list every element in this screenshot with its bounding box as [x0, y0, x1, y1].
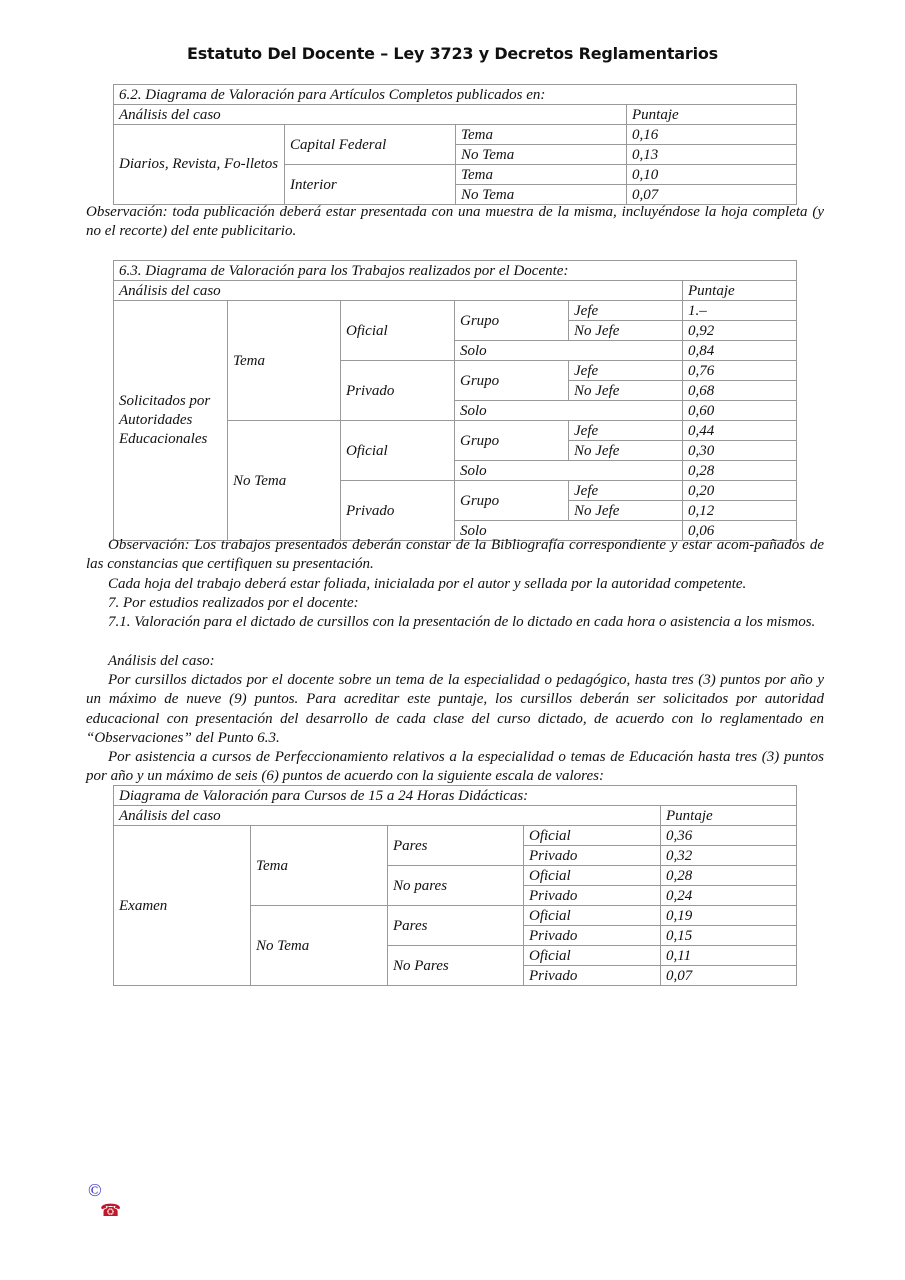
analisis-caso-label: Análisis del caso:	[108, 653, 215, 669]
tema-cell: Tema	[456, 125, 627, 145]
value-cell: 0,84	[683, 341, 797, 361]
oficial-cell: Oficial	[524, 946, 661, 966]
value-cell: 0,30	[683, 441, 797, 461]
value-cell: 0,15	[661, 926, 797, 946]
value-cell: 0,19	[661, 906, 797, 926]
privado-cell: Privado	[341, 361, 455, 421]
value-cell: 1.–	[683, 301, 797, 321]
category-cell: Diarios, Revista, Fo-lletos	[114, 125, 285, 205]
puntaje-header: Puntaje	[627, 105, 797, 125]
value-cell: 0,32	[661, 846, 797, 866]
no-jefe-cell: No Jefe	[569, 501, 683, 521]
privado-cell: Privado	[524, 966, 661, 986]
table-title: 6.2. Diagrama de Valoración para Artículos Completos publicados en:	[114, 85, 797, 105]
value-cell: 0,07	[627, 185, 797, 205]
table-6-2	[113, 84, 797, 205]
phone-icon: ☎	[100, 1201, 122, 1220]
oficial-cell: Oficial	[524, 906, 661, 926]
solo-cell: Solo	[455, 461, 683, 481]
value-cell: 0,60	[683, 401, 797, 421]
privado-cell: Privado	[524, 926, 661, 946]
grupo-cell: Grupo	[455, 481, 569, 521]
privado-cell: Privado	[524, 886, 661, 906]
solo-cell: Solo	[455, 401, 683, 421]
value-cell: 0,68	[683, 381, 797, 401]
value-cell: 0,76	[683, 361, 797, 381]
value-cell: 0,36	[661, 826, 797, 846]
table-cursos	[113, 785, 797, 986]
tema-cell: Tema	[228, 301, 341, 421]
no-tema-cell: No Tema	[456, 145, 627, 165]
copyright-icon: ©	[88, 1180, 102, 1200]
puntaje-header: Puntaje	[683, 281, 797, 301]
table-6-3	[113, 260, 797, 541]
solo-cell: Solo	[455, 341, 683, 361]
no-tema-cell: No Tema	[228, 421, 341, 541]
value-cell: 0,07	[661, 966, 797, 986]
jefe-cell: Jefe	[569, 301, 683, 321]
oficial-cell: Oficial	[524, 866, 661, 886]
analisis-header: Análisis del caso	[114, 806, 661, 826]
privado-cell: Privado	[341, 481, 455, 541]
value-cell: 0,13	[627, 145, 797, 165]
value-cell: 0,20	[683, 481, 797, 501]
no-jefe-cell: No Jefe	[569, 321, 683, 341]
no-tema-cell: No Tema	[456, 185, 627, 205]
analisis-header: Análisis del caso	[114, 281, 683, 301]
no-pares-cell: No Pares	[388, 946, 524, 986]
jefe-cell: Jefe	[569, 421, 683, 441]
value-cell: 0,24	[661, 886, 797, 906]
value-cell: 0,92	[683, 321, 797, 341]
observacion-6-3-hoja: Cada hoja del trabajo deberá estar foliada, inicialada por el autor y sellada por la autoridad competente.	[108, 576, 747, 592]
value-cell: 0,12	[683, 501, 797, 521]
privado-cell: Privado	[524, 846, 661, 866]
no-tema-cell: No Tema	[251, 906, 388, 986]
value-cell: 0,06	[683, 521, 797, 541]
category-cell: Examen	[114, 826, 251, 986]
table-title: 6.3. Diagrama de Valoración para los Trabajos realizados por el Docente:	[114, 261, 797, 281]
grupo-cell: Grupo	[455, 301, 569, 341]
value-cell: 0,28	[683, 461, 797, 481]
oficial-cell: Oficial	[341, 421, 455, 481]
table-title: Diagrama de Valoración para Cursos de 15 a 24 Horas Didácticas:	[114, 786, 797, 806]
cursillos-paragraph: Por cursillos dictados por el docente sobre un tema de la especialidad o pedagógico, hasta tres (3) puntos por año y un máximo de nueve (9) puntos. Para acreditar este puntaje, los cursillos deberán ser solicitados por autoridad educacional con presentación del desarrollo de cada clase del curso dictado, de acuerdo con lo reglamentado en “Observaciones” del Punto 6.3.	[86, 672, 824, 746]
no-pares-cell: No pares	[388, 866, 524, 906]
value-cell: 0,44	[683, 421, 797, 441]
observacion-6-2: Observación: toda publicación deberá estar presentada con una muestra de la misma, incluyéndose la hoja completa (y no el recorte) del ente publicitario.	[86, 204, 824, 240]
grupo-cell: Grupo	[455, 361, 569, 401]
value-cell: 0,10	[627, 165, 797, 185]
category-cell: Solicitados por Autoridades Educacionales	[114, 301, 228, 541]
tema-cell: Tema	[251, 826, 388, 906]
grupo-cell: Grupo	[455, 421, 569, 461]
interior-cell: Interior	[285, 165, 456, 205]
asistencia-paragraph: Por asistencia a cursos de Perfeccionamiento relativos a la especialidad o temas de Educación hasta tres (3) puntos por año y un máximo de seis (6) puntos de acuerdo con la siguiente escala de valores:	[86, 749, 824, 785]
puntaje-header: Puntaje	[661, 806, 797, 826]
oficial-cell: Oficial	[341, 301, 455, 361]
jefe-cell: Jefe	[569, 361, 683, 381]
page-header: Estatuto Del Docente – Ley 3723 y Decretos Reglamentarios	[187, 44, 718, 63]
pares-cell: Pares	[388, 906, 524, 946]
no-jefe-cell: No Jefe	[569, 381, 683, 401]
section-7-heading: 7. Por estudios realizados por el docente:	[108, 595, 359, 611]
jefe-cell: Jefe	[569, 481, 683, 501]
observacion-6-3: Observación: Los trabajos presentados deberán constar de la Bibliografía correspondiente y estar acom-pañados de las constancias que certifiquen su presentación.	[86, 537, 824, 573]
tema-cell: Tema	[456, 165, 627, 185]
oficial-cell: Oficial	[524, 826, 661, 846]
section-7-1: 7.1. Valoración para el dictado de cursillos con la presentación de lo dictado en cada hora o asistencia a los mismos.	[108, 614, 816, 630]
pares-cell: Pares	[388, 826, 524, 866]
value-cell: 0,16	[627, 125, 797, 145]
capital-cell: Capital Federal	[285, 125, 456, 165]
solo-cell: Solo	[455, 521, 683, 541]
analisis-header: Análisis del caso	[114, 105, 627, 125]
no-jefe-cell: No Jefe	[569, 441, 683, 461]
value-cell: 0,28	[661, 866, 797, 886]
value-cell: 0,11	[661, 946, 797, 966]
